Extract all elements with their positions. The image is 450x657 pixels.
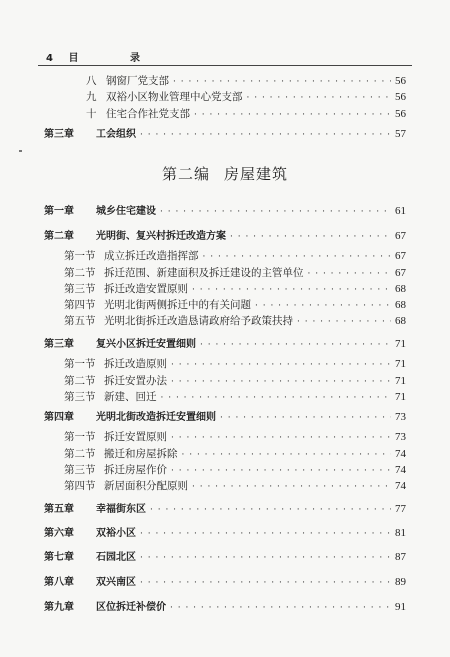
entry-title: 拆迁安置原则 [104, 431, 167, 443]
toc-entry[interactable] [64, 391, 406, 404]
entry-title: 拆迁范围、新建面积及拆迁建设的主管单位 [104, 267, 304, 279]
entry-title: 石园北区 [96, 552, 136, 563]
entry-title: 工会组织 [96, 129, 136, 140]
entry-label: 第六章 [44, 528, 74, 539]
entry-page: 57 [395, 128, 406, 140]
toc-entry[interactable] [44, 601, 406, 614]
entry-title: 双兴南区 [96, 577, 136, 588]
entry-title: 拆迁改造原则 [104, 358, 167, 370]
entry-label: 第二节 [64, 375, 96, 387]
toc-entry[interactable] [64, 250, 406, 263]
running-header [46, 49, 140, 64]
entry-page: 74 [395, 480, 406, 492]
leader-dots [140, 577, 391, 589]
toc-entry[interactable] [44, 411, 406, 424]
entry-page: 89 [395, 576, 406, 588]
entry-label: 第三节 [64, 283, 96, 295]
entry-page: 91 [395, 601, 406, 613]
toc-entry[interactable] [44, 128, 406, 141]
leader-dots [171, 432, 391, 444]
entry-page: 77 [395, 503, 406, 515]
leader-dots [150, 504, 391, 516]
leader-dots [173, 76, 391, 88]
entry-label: 第四节 [64, 299, 96, 311]
toc-entry[interactable] [64, 267, 406, 280]
entry-page: 68 [395, 283, 406, 295]
toc-entry[interactable] [44, 551, 406, 564]
toc-entry[interactable] [44, 205, 406, 218]
scan-speck [19, 150, 22, 152]
leader-dots [140, 129, 391, 141]
entry-title: 新居面积分配原则 [104, 480, 188, 492]
toc-entry[interactable] [44, 576, 406, 589]
entry-page: 67 [395, 267, 406, 279]
entry-title: 城乡住宅建设 [96, 206, 156, 217]
entry-title: 双裕小区 [96, 528, 136, 539]
entry-label: 第五章 [44, 504, 74, 515]
entry-page: 56 [395, 75, 406, 87]
entry-title: 成立拆迁改造指挥部 [104, 250, 199, 262]
entry-label: 第八章 [44, 577, 74, 588]
entry-page: 74 [395, 464, 406, 476]
toc-entry[interactable] [64, 448, 406, 461]
leader-dots [171, 376, 391, 388]
entry-title: 钢窗厂党支部 [106, 75, 169, 87]
entry-page: 67 [395, 230, 406, 242]
entry-page: 61 [395, 205, 406, 217]
header-rule [38, 65, 412, 66]
entry-label: 第三节 [64, 391, 96, 403]
entry-page: 56 [395, 91, 406, 103]
entry-label: 第二章 [44, 231, 74, 242]
toc-entry[interactable] [44, 527, 406, 540]
entry-title: 光明北街拆迁改造恳请政府给予政策扶持 [104, 315, 293, 327]
entry-label: 第七章 [44, 552, 74, 563]
header-title-char-1: 目 [68, 53, 79, 64]
entry-label: 第三章 [44, 129, 74, 140]
toc-entry[interactable] [86, 75, 406, 88]
toc-entry[interactable] [86, 108, 406, 121]
header-page-number: 4 [46, 53, 53, 64]
entry-title: 区位拆迁补偿价 [96, 602, 166, 613]
toc-entry[interactable] [64, 431, 406, 444]
entry-page: 56 [395, 108, 406, 120]
entry-page: 67 [395, 250, 406, 262]
leader-dots [161, 392, 392, 404]
leader-dots [247, 92, 392, 104]
header-title-char-2: 录 [129, 53, 140, 64]
entry-label: 第二节 [64, 267, 96, 279]
leader-dots [230, 231, 391, 243]
entry-label: 第一章 [44, 206, 74, 217]
toc-entry[interactable] [64, 299, 406, 312]
entry-title: 新建、回迁 [104, 391, 157, 403]
leader-dots [192, 481, 391, 493]
leader-dots [171, 465, 391, 477]
entry-label: 第一节 [64, 431, 96, 443]
toc-entry[interactable] [86, 91, 406, 104]
toc-entry[interactable] [64, 315, 406, 328]
leader-dots [171, 359, 391, 371]
leader-dots [255, 300, 391, 312]
toc-entry[interactable] [44, 230, 406, 243]
entry-title: 复兴小区拆迁安置细则 [96, 339, 196, 350]
leader-dots [200, 339, 391, 351]
entry-page: 68 [395, 315, 406, 327]
entry-title: 幸福街东区 [96, 504, 146, 515]
leader-dots [220, 412, 391, 424]
entry-label: 第二节 [64, 448, 96, 460]
entry-label: 第四节 [64, 480, 96, 492]
entry-label: 第九章 [44, 602, 74, 613]
toc-entry[interactable] [64, 375, 406, 388]
leader-dots [194, 109, 391, 121]
leader-dots [203, 251, 392, 263]
entry-title: 光明北街改造拆迁安置细则 [96, 412, 216, 423]
entry-title: 拆迁房屋作价 [104, 464, 167, 476]
leader-dots [140, 552, 391, 564]
entry-page: 81 [395, 527, 406, 539]
entry-label: 第一节 [64, 358, 96, 370]
entry-label: 第三章 [44, 339, 74, 350]
entry-page: 71 [395, 338, 406, 350]
entry-page: 71 [395, 375, 406, 387]
leader-dots [308, 268, 392, 280]
entry-title: 双裕小区物业管理中心党支部 [106, 91, 243, 103]
entry-title: 光明街、复兴村拆迁改造方案 [96, 231, 226, 242]
entry-title: 拆迁安置办法 [104, 375, 167, 387]
leader-dots [170, 602, 391, 614]
leader-dots [297, 316, 391, 328]
part-label: 第二编 [161, 165, 210, 183]
entry-page: 87 [395, 551, 406, 563]
entry-label: 第三节 [64, 464, 96, 476]
entry-title: 住宅合作社党支部 [106, 108, 190, 120]
toc-entry[interactable] [64, 283, 406, 296]
entry-title: 拆迁改造安置原则 [104, 283, 188, 295]
leader-dots [140, 528, 391, 540]
toc-entry[interactable] [64, 480, 406, 493]
entry-page: 71 [395, 358, 406, 370]
leader-dots [192, 284, 391, 296]
entry-title: 搬迁和房屋拆除 [104, 448, 178, 460]
entry-page: 74 [395, 448, 406, 460]
entry-label: 第五节 [64, 315, 96, 327]
toc-entry[interactable] [44, 338, 406, 351]
entry-page: 73 [395, 411, 406, 423]
entry-label: 八 [86, 75, 97, 87]
entry-page: 68 [395, 299, 406, 311]
part-title: 房屋建筑 [224, 165, 289, 183]
entry-page: 73 [395, 431, 406, 443]
entry-page: 71 [395, 391, 406, 403]
entry-title: 光明北街两侧拆迁中的有关问题 [104, 299, 251, 311]
entry-label: 十 [86, 108, 97, 120]
entry-label: 九 [86, 91, 97, 103]
entry-label: 第四章 [44, 412, 74, 423]
toc-entry[interactable] [64, 358, 406, 371]
leader-dots [160, 206, 391, 218]
entry-label: 第一节 [64, 250, 96, 262]
toc-entry[interactable] [44, 503, 406, 516]
toc-entry[interactable] [64, 464, 406, 477]
part-heading [0, 163, 450, 184]
leader-dots [182, 449, 392, 461]
